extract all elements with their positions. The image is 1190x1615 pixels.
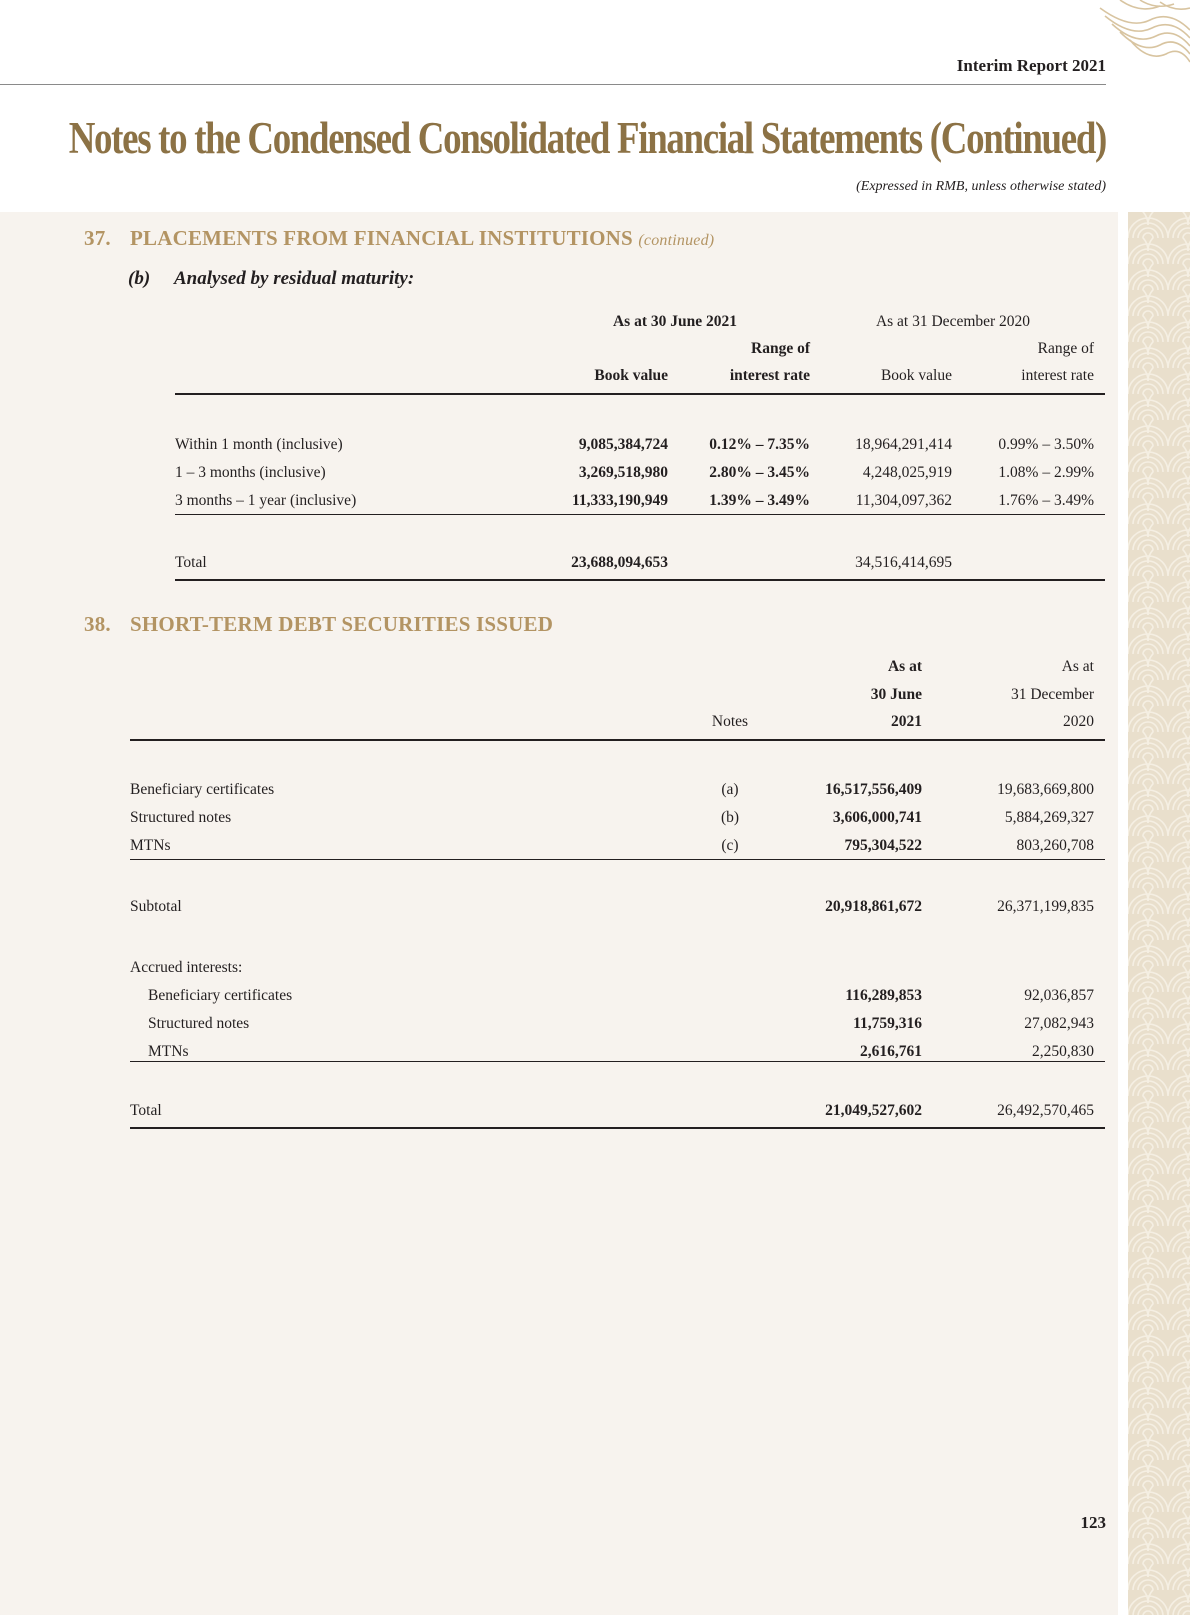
- header-book-value-2021: Book value: [594, 367, 668, 384]
- continued-label: (continued): [638, 232, 715, 249]
- book-value-2021: 9,085,384,724: [578, 436, 668, 453]
- wave-pattern-strip-icon: [1128, 212, 1190, 1615]
- interest-rate-2020: 1.08% – 2.99%: [998, 464, 1094, 481]
- section-title: SHORT-TERM DEBT SECURITIES ISSUED: [130, 612, 554, 636]
- section-number: 38.: [84, 612, 111, 636]
- total-label: Total: [130, 1102, 162, 1119]
- book-value-2020: 11,304,097,362: [855, 492, 952, 509]
- interest-rate-2020: 0.99% – 3.50%: [998, 436, 1094, 453]
- header-divider: [0, 84, 1106, 85]
- interest-rate-2021: 2.80% – 3.45%: [709, 464, 810, 481]
- value-2020: 5,884,269,327: [1004, 809, 1094, 826]
- interest-rate-2021: 0.12% – 7.35%: [709, 436, 810, 453]
- header-2020-line3: 2020: [1063, 713, 1094, 730]
- book-value-2021: 11,333,190,949: [571, 492, 668, 509]
- row-label: MTNs: [148, 1043, 189, 1060]
- row-label: Beneficiary certificates: [130, 781, 275, 798]
- table-header-rule: [175, 393, 1105, 395]
- header-2020-line1: As at: [1061, 658, 1094, 675]
- value-2021: 795,304,522: [844, 837, 922, 854]
- interest-rate-2021: 1.39% – 3.49%: [709, 492, 810, 509]
- section-38-heading: [84, 612, 553, 637]
- subtotal-rule: [130, 859, 1105, 860]
- header-book-value-2020: Book value: [880, 367, 952, 384]
- subsection-label: (b): [128, 268, 151, 289]
- total-book-value-2021: 23,688,094,653: [571, 554, 668, 571]
- header-range-of-2020: Range of: [1037, 340, 1094, 357]
- value-2021: 2,616,761: [860, 1043, 922, 1060]
- total-2020: 26,492,570,465: [997, 1102, 1094, 1119]
- section-37-heading: [84, 226, 714, 251]
- subtotal-label: Subtotal: [130, 898, 182, 915]
- row-label: 3 months – 1 year (inclusive): [175, 492, 357, 509]
- column-group-2021: As at 30 June 2021: [612, 313, 737, 330]
- book-value-2021: 3,269,518,980: [578, 464, 668, 481]
- value-2020: 19,683,669,800: [997, 781, 1094, 798]
- total-rule: [175, 579, 1105, 581]
- row-label: Structured notes: [130, 809, 232, 826]
- interest-rate-2020: 1.76% – 3.49%: [998, 492, 1094, 509]
- value-2021: 116,289,853: [845, 987, 922, 1004]
- accrued-interests-label: Accrued interests:: [130, 959, 243, 976]
- value-2021: 16,517,556,409: [825, 781, 922, 798]
- page-title: Notes to the Condensed Consolidated Financial Statements (Continued): [68, 113, 1106, 163]
- value-2021: 3,606,000,741: [832, 809, 922, 826]
- value-2021: 11,759,316: [853, 1015, 922, 1032]
- subsection-b-heading: [128, 268, 414, 290]
- total-label: Total: [175, 554, 207, 571]
- header-notes: Notes: [711, 713, 749, 730]
- header-2020-line2: 31 December: [1010, 686, 1094, 703]
- subtotal-rule: [175, 514, 1105, 515]
- header-range-of-2021: Range of: [751, 340, 810, 357]
- subtotal-2020: 26,371,199,835: [997, 898, 1094, 915]
- section-number: 37.: [84, 226, 111, 250]
- book-value-2020: 18,964,291,414: [855, 436, 952, 453]
- column-group-2020: As at 31 December 2020: [875, 313, 1031, 330]
- note-ref: (a): [721, 781, 739, 798]
- row-label: Within 1 month (inclusive): [175, 436, 343, 453]
- accrued-rule: [130, 1061, 1105, 1062]
- value-2020: 92,036,857: [1024, 987, 1094, 1004]
- section-title: PLACEMENTS FROM FINANCIAL INSTITUTIONS: [130, 226, 633, 250]
- value-2020: 2,250,830: [1032, 1043, 1094, 1060]
- header-2021-line3: 2021: [891, 713, 922, 730]
- header-2021-line2: 30 June: [870, 686, 922, 703]
- row-label: Beneficiary certificates: [148, 987, 293, 1004]
- header-interest-rate-2021: interest rate: [729, 367, 810, 384]
- subsection-title: Analysed by residual maturity:: [174, 268, 415, 289]
- note-ref: (c): [721, 837, 739, 854]
- note-ref: (b): [720, 809, 740, 826]
- book-value-2020: 4,248,025,919: [862, 464, 952, 481]
- header-2021-line1: As at: [887, 658, 922, 675]
- report-title: Interim Report 2021: [956, 56, 1106, 75]
- total-2021: 21,049,527,602: [825, 1102, 922, 1119]
- table-header-rule: [130, 739, 1105, 741]
- total-book-value-2020: 34,516,414,695: [855, 554, 952, 571]
- row-label: 1 – 3 months (inclusive): [175, 464, 326, 481]
- header-interest-rate-2020: interest rate: [1021, 367, 1094, 384]
- page-number: 123: [1080, 1513, 1106, 1532]
- value-2020: 803,260,708: [1016, 837, 1094, 854]
- value-2020: 27,082,943: [1024, 1015, 1094, 1032]
- currency-note: (Expressed in RMB, unless otherwise stated): [856, 179, 1106, 194]
- row-label: MTNs: [130, 837, 171, 854]
- subtotal-2021: 20,918,861,672: [825, 898, 922, 915]
- row-label: Structured notes: [148, 1015, 250, 1032]
- total-rule: [130, 1127, 1105, 1129]
